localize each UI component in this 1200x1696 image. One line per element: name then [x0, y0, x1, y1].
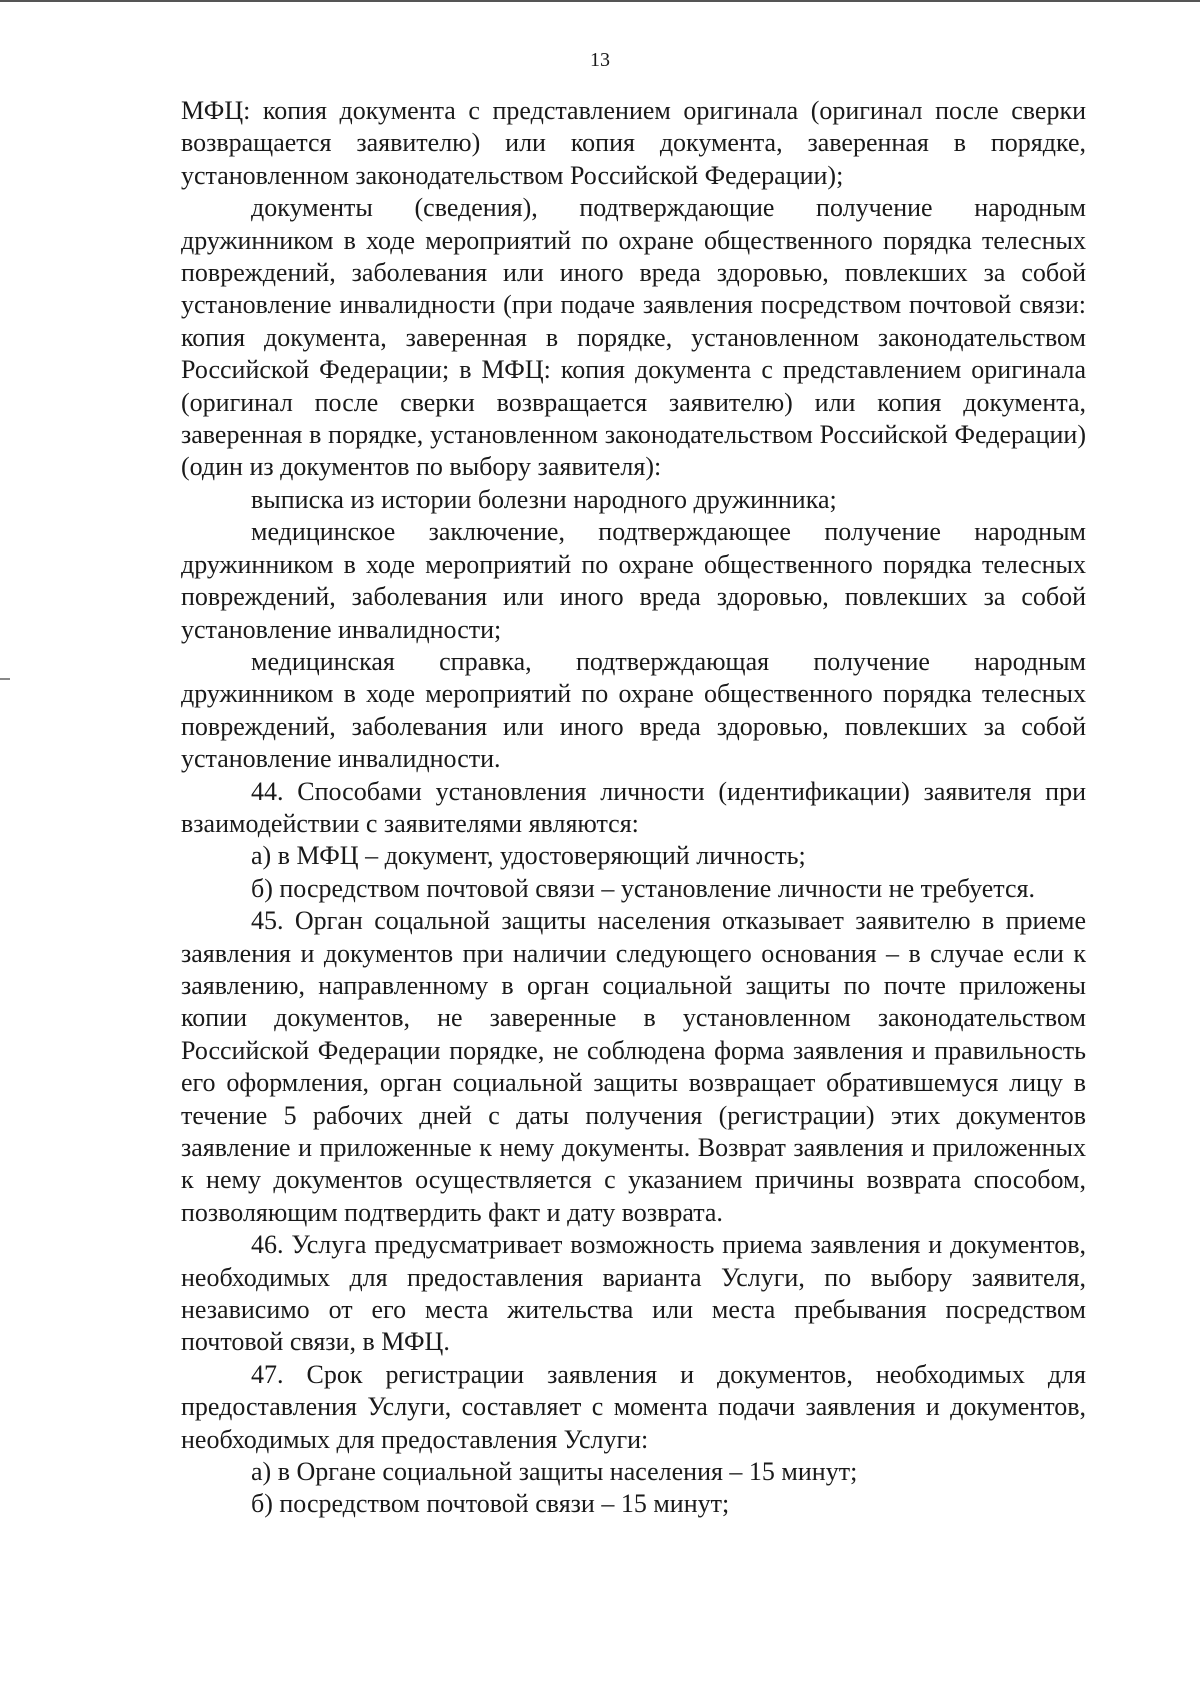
paragraph: МФЦ: копия документа с представлением оригинала (оригинал после сверки возвращается заявителю) или копия документа, заверенная в порядке, установленном законодательством Российской Федерации); — [181, 96, 1086, 190]
paragraph-45: 45. Орган соцальной защиты населения отказывает заявителю в приеме заявления и документов при наличии следующего основания – в случае если к заявлению, направленному в орган социальной защиты по почте приложены копии документов, не заверенные в установленном законодательством Российской Федерации порядке, не соблюдена форма заявления и правильность его оформления, орган социальной защиты возвращает обратившемуся лицу в течение 5 рабочих дней с даты получения (регистрации) этих документов заявление и приложенные к нему документы. Возврат заявления и приложенных к нему документов осуществляется с указанием причины возврата способом, позволяющим подтвердить факт и дату возврата. — [181, 906, 1086, 1227]
paragraph: а) в Органе социальной защиты населения – 15 минут; — [251, 1457, 858, 1487]
paragraph: медицинское заключение, подтверждающее получение народным дружинником в ходе мероприятий по охране общественного порядка телесных повреждений, заболевания или иного вреда здоровью, повлекших за собой установление инвалидности; — [181, 517, 1086, 644]
paragraph: б) посредством почтовой связи – установление личности не требуется. — [251, 873, 1035, 903]
paragraph-44: 44. Способами установления личности (идентификации) заявителя при взаимодействии с заявителями являются: — [181, 776, 1086, 838]
scan-margin-mark — [0, 678, 10, 680]
paragraph: а) в МФЦ – документ, удостоверяющий личность; — [251, 841, 806, 871]
paragraph: б) посредством почтовой связи – 15 минут; — [251, 1489, 730, 1519]
page-number: 13 — [590, 49, 610, 71]
top-border-line — [0, 0, 1200, 2]
document-body — [181, 95, 1086, 1521]
paragraph-47: 47. Срок регистрации заявления и документов, необходимых для предоставления Услуги, составляет с момента подачи заявления и документов, необходимых для предоставления Услуги: — [181, 1359, 1086, 1454]
paragraph: медицинская справка, подтверждающая получение народным дружинником в ходе мероприятий по охране общественного порядка телесных повреждений, заболевания или иного вреда здоровью, повлекших за собой установление инвалидности. — [181, 646, 1086, 774]
paragraph: выписка из истории болезни народного дружинника; — [251, 484, 837, 514]
paragraph-46: 46. Услуга предусматривает возможность приема заявления и документов, необходимых для предоставления варианта Услуги, по выбору заявителя, независимо от его места жительства или места пребывания посредством почтовой связи, в МФЦ. — [181, 1230, 1086, 1357]
paragraph: документы (сведения), подтверждающие получение народным дружинником в ходе мероприятий по охране общественного порядка телесных повреждений, заболевания или иного вреда здоровью, повлекших за собой установление инвалидности (при подаче заявления посредством почтовой связи: копия документа, заверенная в порядке, установленном законодательством Российской Федерации; в МФЦ: копия документа с представлением оригинала (оригинал после сверки возвращается заявителю) или копия документа, заверенная в порядке, установленном законодательством Российской Федерации) (один из документов по выбору заявителя): — [181, 193, 1086, 482]
